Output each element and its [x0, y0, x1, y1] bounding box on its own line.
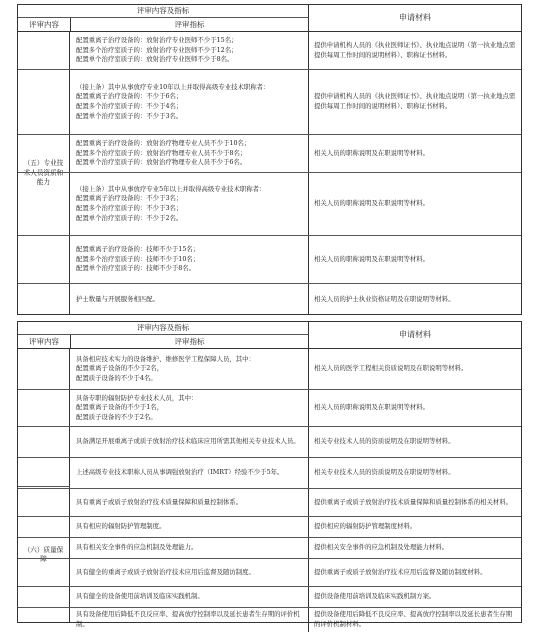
table-row: [18, 236, 521, 284]
table-row: [18, 608, 521, 632]
indicator-cell: 具有健全的重离子或质子放射治疗技术应用后监督及随访制度。: [71, 559, 309, 586]
table-row: [18, 173, 521, 236]
indicator-cell: 配置重离子治疗设备的：技师不少于15名； 配置多个治疗室质子的：技师不少于10名； 配置单个治疗室质子的：技师不少于8名。: [71, 236, 309, 283]
review-table-1: [17, 4, 522, 315]
material-cell: 提供设备使用前培训及临床实践机制方案。: [314, 592, 436, 601]
indicator-cell: 具备相应技术实力的设备维护、维修医学工程保障人员，其中： 配置重离子设备的不少于2名， 配置质子设备的不少于4名。: [71, 349, 309, 389]
material-cell: 相关人员的职称说明及在职说明等材料。: [314, 199, 430, 208]
table-header: [18, 5, 521, 32]
header-group: 评审内容及指标: [18, 5, 309, 18]
header-group: 评审内容及指标: [18, 322, 309, 335]
header-indicator: 评审指标: [71, 335, 309, 348]
indicator-cell: 具有相应的辐射防护管理制度。: [71, 517, 309, 537]
table-row: [18, 517, 521, 538]
category-cell: （六）质量保障: [18, 486, 70, 623]
indicator-cell: （接上条）其中从事放疗专业10年以上并取得高级专业技术职称者： 配置重离子治疗设备的：不少于6名； 配置多个治疗室质子的：不少于4名； 配置单个治疗室质子的：不少于3名。: [71, 70, 309, 134]
table-row: [18, 349, 521, 390]
table-row: [18, 390, 521, 427]
material-cell: 相关人员的医学工程相关资质说明及在职说明等材料。: [314, 364, 468, 373]
indicator-cell: 上述高级专业技术职称人员从事调强放射治疗（IMRT）经验不少于5年。: [71, 458, 309, 488]
table-row: [18, 284, 521, 315]
indicator-cell: （接上条）其中从事放疗专业5年以上并取得高级专业技术职称者： 配置重离子治疗设备的：不少于3名； 配置多个治疗室质子的：不少于3名； 配置单个治疗室质子的：不少于2名。: [71, 173, 309, 235]
material-cell: 相关专业技术人员的资质说明及在职说明等材料。: [314, 468, 455, 477]
material-cell: 提供重离子或质子放射治疗技术应用后监督及随访制度材料。: [314, 567, 487, 576]
material-cell: 相关人员的职称说明及在职说明等材料。: [314, 254, 430, 263]
indicator-cell: 护士数量与开展服务相匹配。: [71, 284, 309, 315]
header-materials: 申请材料: [399, 13, 431, 22]
table-row: [18, 427, 521, 458]
indicator-cell: 具备满足开展重离子或质子放射治疗技术临床应用所需其他相关专业技术人员。: [71, 427, 309, 457]
header-content: 评审内容: [18, 335, 71, 348]
table-row: [18, 458, 521, 489]
review-table-2: [17, 321, 522, 628]
material-cell: 提供申请机构人员的《执业医师证书》、执业地点说明（第一执业地点需提供每周工作时间的说明材料）、职称证书材料。: [314, 40, 516, 59]
table-body: [18, 32, 521, 315]
table-row: [18, 538, 521, 559]
header-indicator: 评审指标: [71, 18, 309, 31]
indicator-cell: 配置重离子治疗设备的：放射治疗物理专业人员不少于10名； 配置多个治疗室质子的：放射治疗物理专业人员不少于8名； 配置单个治疗室质子的：放射治疗物理专业人员不少于6名。: [71, 135, 309, 172]
material-cell: 相关专业技术人员的资质说明及在职说明等材料。: [314, 437, 455, 446]
indicator-cell: 配置重离子治疗设备的：放射治疗专业医师不少于15名； 配置多个治疗室质子的：放射治疗专业医师不少于12名； 配置单个治疗室质子的：放射治疗专业医师不少于8名。: [71, 32, 309, 69]
material-cell: 相关人员的护士执业资格证明及在职说明等材料。: [314, 294, 455, 303]
table-row: [18, 489, 521, 517]
material-cell: 提供重离子或质子放射治疗技术质量保障和质量控制体系的相关材料。: [314, 497, 513, 506]
material-cell: 提供相应的辐射防护管理制度材料。: [314, 522, 417, 531]
material-cell: 相关人员的职称说明及在职说明等材料。: [314, 403, 430, 412]
material-cell: 提供相关安全事件的应急机制及处理能力材料。: [314, 543, 449, 552]
header-materials: 申请材料: [399, 330, 431, 339]
indicator-cell: 具备专职的辐射防护专业技术人员，其中： 配置重离子设备的不少于1名， 配置质子设备的不少于2名。: [71, 390, 309, 426]
table-row: [18, 32, 521, 70]
indicator-cell: 具有健全的设备使用前培训及临床实践机制。: [71, 587, 309, 607]
header-content: 评审内容: [18, 18, 71, 31]
indicator-cell: 具有设备使用后降低不良反应率、提高放疗控制率以及延长患者生存期的评价机制。: [71, 608, 309, 632]
table-row: [18, 587, 521, 608]
table-row: [18, 70, 521, 135]
table-row: [18, 135, 521, 173]
table-body: [18, 349, 521, 628]
indicator-cell: 具有相关安全事件的应急机制及处理能力。: [71, 538, 309, 558]
category-cell: （五）专业技术人员资质和能力: [18, 32, 70, 315]
table-header: [18, 322, 521, 349]
indicator-cell: 具有重离子或质子放射治疗技术质量保障和质量控制体系。: [71, 489, 309, 516]
table-row: [18, 559, 521, 587]
material-cell: 提供申请机构人员的《执业医师证书》、执业地点说明（第一执业地点需提供每周工作时间的说明材料）、职称证书材料。: [314, 92, 516, 110]
material-cell: 相关人员的职称说明及在职说明等材料。: [314, 148, 430, 157]
material-cell: 提供设备使用后降低不良反应率、提高放疗控制率以及延长患者生存期的评价机制材料。: [314, 610, 513, 628]
